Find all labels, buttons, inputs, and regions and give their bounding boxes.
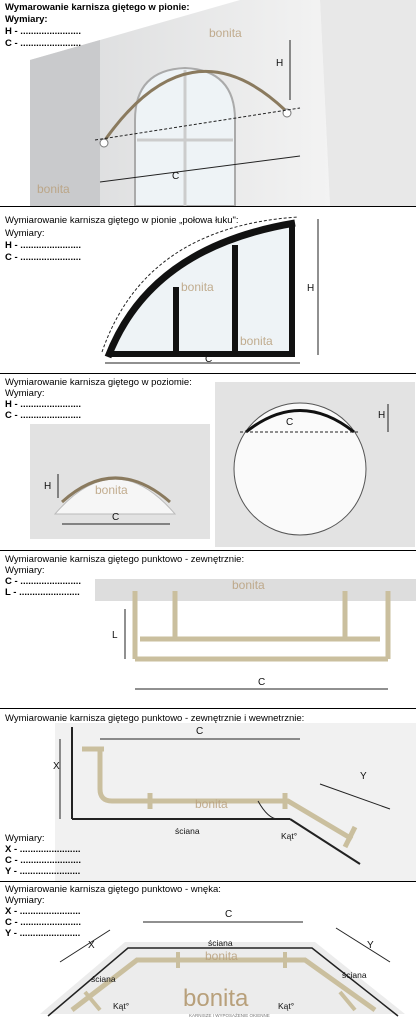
section-vertical — [0, 0, 416, 206]
section-title: Wymiarowanie karnisza giętego punktowo - wnęka: — [5, 884, 221, 895]
field-y: Y - ....................... — [5, 866, 81, 877]
section-point-alcove — [0, 882, 416, 1024]
dim-label-c: C — [112, 512, 120, 523]
dim-label-h: H — [378, 410, 386, 421]
logo: bonita — [240, 334, 273, 348]
dim-label-h: H — [307, 283, 315, 294]
dim-label-c: C — [172, 171, 180, 182]
measures-label: Wymiary: — [5, 228, 45, 239]
brand-logo: bonita — [183, 985, 249, 1012]
logo: bonita — [37, 182, 70, 196]
angle-label: Kąt° — [278, 1001, 295, 1011]
section-title: Wymiarowanie karnisza giętego w poziomie: — [5, 377, 192, 388]
field-c: C - ....................... — [5, 917, 82, 928]
wall-label: ściana — [208, 938, 233, 948]
section-title: Wymiarowanie karnisza giętego punktowo - zewnętrznie: — [5, 554, 245, 565]
angle-label: Kąt° — [113, 1001, 130, 1011]
section-title: Wymiarowanie karnisza giętego punktowo - zewnętrznie i wewnetrznie: — [5, 713, 305, 724]
logo: bonita — [181, 280, 214, 294]
dim-label-h: H — [44, 481, 52, 492]
section-point-external — [0, 551, 416, 708]
section-title: Wymarowanie karnisza giętego w pionie: — [5, 2, 190, 13]
dim-label-l: L — [112, 630, 118, 641]
diagram-point-external — [0, 551, 416, 708]
brand-subtitle: KARNISZE I WYPOSAŻENIE OKIENNE — [189, 1013, 270, 1018]
field-x: X - ....................... — [5, 906, 81, 917]
dim-label-y: Y — [360, 771, 367, 782]
section-title: Wymiarowanie karnisza giętego w pionie „połowa łuku": — [5, 215, 239, 226]
measures-label: Wymiary: — [5, 895, 45, 906]
section-vertical-half — [0, 207, 416, 373]
dim-label-x: X — [53, 761, 60, 772]
section-point-ext-int — [0, 709, 416, 881]
field-y: Y - ....................... — [5, 928, 81, 939]
field-h: H - ....................... — [5, 399, 82, 410]
section-horizontal — [0, 374, 416, 550]
logo: bonita — [209, 26, 242, 40]
field-h: H - ....................... — [5, 240, 82, 251]
dim-label-x: X — [88, 940, 95, 951]
wall-label: ściana — [175, 826, 200, 836]
wall-label: ściana — [342, 970, 367, 980]
dim-label-c: C — [258, 677, 266, 688]
logo: bonita — [205, 949, 238, 963]
field-c: C - ....................... — [5, 855, 82, 866]
field-c: C - ....................... — [5, 252, 82, 263]
dim-label-c: C — [196, 726, 204, 737]
diagram-half-arch — [0, 207, 416, 373]
measures-label: Wymiary: — [5, 388, 45, 399]
field-h: H - ....................... — [5, 26, 82, 37]
field-x: X - ....................... — [5, 844, 81, 855]
dim-label-h: H — [276, 58, 284, 69]
logo: bonita — [232, 578, 265, 592]
measures-label: Wymiary: — [5, 14, 48, 25]
wall-label: ściana — [91, 974, 116, 984]
logo: bonita — [95, 483, 128, 497]
diagram-point-alcove — [0, 882, 416, 1024]
logo: bonita — [195, 797, 228, 811]
measures-label: Wymiary: — [5, 833, 45, 844]
field-c: C - ....................... — [5, 38, 82, 49]
field-c: C - ....................... — [5, 576, 82, 587]
field-l: L - ....................... — [5, 587, 80, 598]
dim-label-y: Y — [367, 940, 374, 951]
measures-label: Wymiary: — [5, 565, 45, 576]
field-c: C - ....................... — [5, 410, 82, 421]
dim-label-c: C — [205, 354, 213, 365]
dim-label-c: C — [286, 417, 294, 428]
angle-label: Kąt° — [281, 831, 298, 841]
dim-label-c: C — [225, 909, 233, 920]
